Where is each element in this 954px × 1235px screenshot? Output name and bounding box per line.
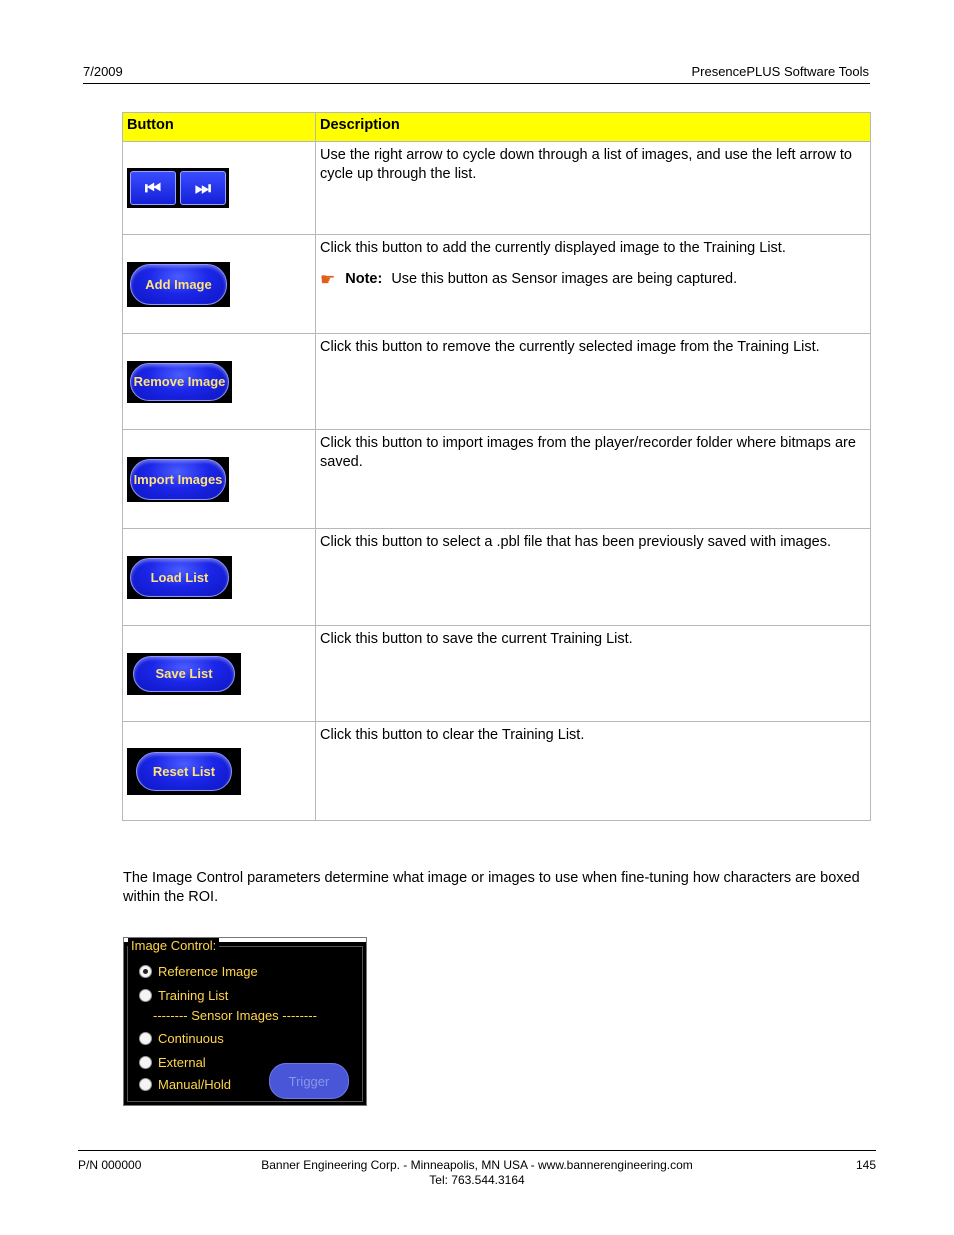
remove-image-pill: Remove Image [130,363,229,401]
radio-selected-icon[interactable] [139,965,152,978]
radio-external[interactable] [139,1055,206,1070]
footer-part-number: P/N 000000 [78,1158,142,1172]
footer-rule [78,1150,876,1151]
reset-list-button-image [127,748,241,795]
image-control-paragraph: The Image Control parameters determine what image or images to use when fine-tuning how characters are boxed within the ROI. [123,870,860,905]
button-cell [123,142,316,235]
table-row [123,334,871,430]
radio-continuous[interactable] [139,1031,224,1046]
column-header-description: Description [316,113,871,142]
radio-label: External [158,1055,206,1070]
save-list-pill: Save List [133,656,235,692]
table-row [123,430,871,529]
last-image-icon: ⏭ [180,171,226,205]
panel-title: Image Control: [128,938,219,953]
description-cell: Use the right arrow to cycle down through a list of images, and use the left arrow to cycle up through the list. [316,142,871,235]
radio-manual-hold[interactable] [139,1077,231,1092]
radio-training-list[interactable] [139,988,228,1003]
image-control-panel [123,937,367,1106]
radio-icon[interactable] [139,1078,152,1091]
header-title: PresencePLUS Software Tools [691,64,869,79]
button-cell [123,430,316,529]
description-cell: Click this button to clear the Training List. [316,722,871,821]
note [320,270,866,289]
button-cell [123,722,316,821]
description-cell: Click this button to import images from the player/recorder folder where bitmaps are saved. [316,430,871,529]
table-row [123,722,871,821]
nav-buttons-image [127,168,229,208]
footer-page-number: 145 [855,1158,876,1172]
header-rule [83,83,870,84]
table-row [123,529,871,626]
note-label: Note: [345,271,383,287]
footer-tel: Tel: 763.544.3164 [429,1173,525,1187]
trigger-button[interactable]: Trigger [269,1063,349,1099]
import-images-button-image [127,457,229,502]
note-text: Use this button as Sensor images are being captured. [391,271,738,287]
button-cell [123,626,316,722]
button-table [122,112,871,821]
table-row [123,235,871,334]
header-date: 7/2009 [83,64,123,79]
description-cell [316,235,871,334]
table-header-row [123,113,871,142]
radio-label: Training List [158,988,229,1003]
radio-label: Manual/Hold [158,1077,231,1092]
save-list-button-image [127,653,241,695]
first-image-icon: ⏮ [130,171,176,205]
add-image-pill: Add Image [130,264,227,305]
table-row [123,142,871,235]
button-cell [123,334,316,430]
column-header-button: Button [123,113,316,142]
description-cell: Click this button to select a .pbl file that has been previously saved with images. [316,529,871,626]
radio-label: Reference Image [158,964,258,979]
footer-company [0,1158,954,1188]
load-list-button-image [127,556,232,599]
table-row [123,626,871,722]
footer-company-line: Banner Engineering Corp. - Minneapolis, MN USA - www.bannerengineering.com [261,1158,693,1172]
description-text: Click this button to add the currently displayed image to the Training List. [320,240,786,256]
remove-image-button-image [127,361,232,403]
load-list-pill: Load List [130,558,229,597]
add-image-button-image [127,262,230,307]
radio-icon[interactable] [139,989,152,1002]
radio-icon[interactable] [139,1032,152,1045]
import-images-pill: Import Images [130,459,226,500]
button-cell [123,529,316,626]
radio-label: Continuous [158,1031,224,1046]
radio-reference-image[interactable] [139,964,258,979]
description-cell: Click this button to remove the currently selected image from the Training List. [316,334,871,430]
pointing-hand-icon: ☛ [320,269,336,289]
button-cell [123,235,316,334]
reset-list-pill: Reset List [136,752,232,791]
description-cell: Click this button to save the current Training List. [316,626,871,722]
radio-icon[interactable] [139,1056,152,1069]
sensor-images-separator: -------- Sensor Images -------- [153,1008,317,1023]
